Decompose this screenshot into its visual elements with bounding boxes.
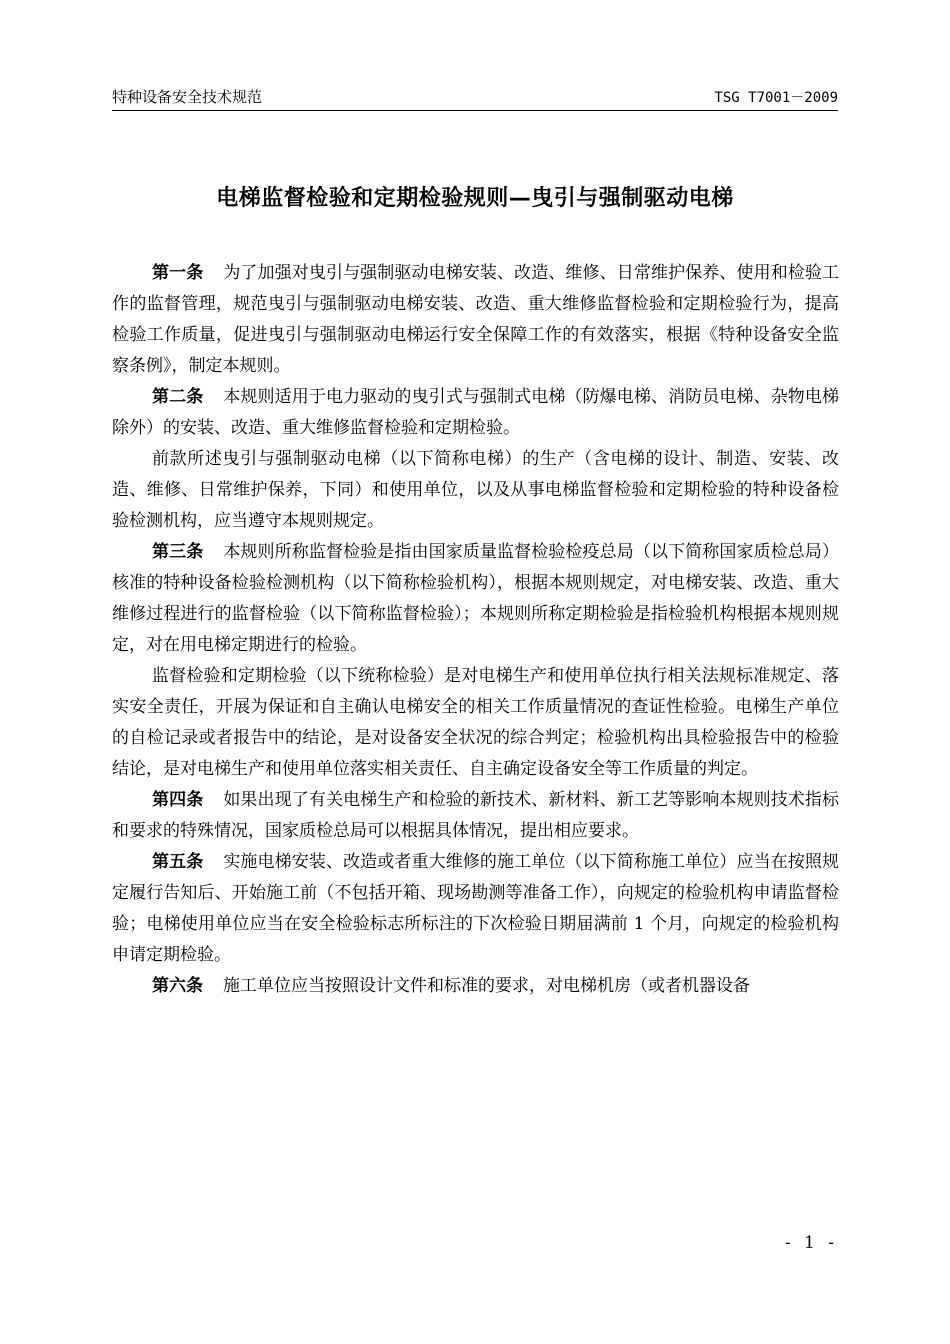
article-number: 第五条 [152, 852, 204, 872]
paragraph [112, 661, 839, 785]
paragraph [112, 258, 839, 382]
article-number: 第一条 [152, 263, 204, 283]
paragraph-text: 本规则所称监督检验是指由国家质量监督检验检疫总局（以下简称国家质检总局）核准的特种设备检验检测机构（以下简称检验机构），根据本规则规定，对电梯安装、改造、重大维修过程进行的监督检验（以下简称监督检验）；本规则所称定期检验是指检验机构根据本规则规定，对在用电梯定期进行的检验。 [112, 542, 840, 655]
paragraph [112, 847, 839, 971]
paragraph [112, 382, 839, 444]
article-number: 第三条 [152, 542, 204, 562]
paragraph-text: 如果出现了有关电梯生产和检验的新技术、新材料、新工艺等影响本规则技术指标和要求的特殊情况，国家质检总局可以根据具体情况，提出相应要求。 [112, 790, 840, 841]
article-number: 第四条 [152, 790, 204, 810]
paragraph [112, 537, 839, 661]
document-title: 电梯监督检验和定期检验规则—曳引与强制驱动电梯 [216, 186, 734, 211]
header-spec-code: TSG T7001－2009 [714, 90, 838, 106]
paragraph [112, 971, 839, 1002]
paragraph-text: 实施电梯安装、改造或者重大维修的施工单位（以下简称施工单位）应当在按照规定履行告知后、开始施工前（不包括开箱、现场勘测等准备工作），向规定的检验机构申请监督检验；电梯使用单位应当在安全检验标志所标注的下次检验日期届满前 1 个月，向规定的检验机构申请定期检验。 [112, 852, 840, 965]
header-spec-category: 特种设备安全技术规范 [112, 88, 263, 106]
paragraph [112, 444, 839, 537]
running-header [112, 88, 838, 111]
paragraph-text: 监督检验和定期检验（以下统称检验）是对电梯生产和使用单位执行相关法规标准规定、落实安全责任，开展为保证和自主确认电梯安全的相关工作质量情况的查证性检验。电梯生产单位的自检记录或者报告中的结论，是对设备安全状况的综合判定；检验机构出具检验报告中的检验结论，是对电梯生产和使用单位落实相关责任、自主确定设备安全等工作质量的判定。 [112, 666, 839, 779]
paragraph-text: 施工单位应当按照设计文件和标准的要求，对电梯机房（或者机器设备 [223, 976, 750, 996]
article-number: 第六条 [152, 976, 203, 996]
paragraph [112, 785, 839, 847]
paragraph-text: 前款所述曳引与强制驱动电梯（以下简称电梯）的生产（含电梯的设计、制造、安装、改造、维修、日常维护保养，下同）和使用单位，以及从事电梯监督检验和定期检验的特种设备检验检测机构，应当遵守本规则规定。 [112, 449, 839, 531]
paragraph-text: 本规则适用于电力驱动的曳引式与强制式电梯（防爆电梯、消防员电梯、杂物电梯除外）的安装、改造、重大维修监督检验和定期检验。 [112, 387, 840, 438]
document-body [112, 258, 839, 1002]
article-number: 第二条 [152, 387, 204, 407]
page-number: - 1 - [784, 1233, 838, 1253]
paragraph-text: 为了加强对曳引与强制驱动电梯安装、改造、维修、日常维护保养、使用和检验工作的监督管理，规范曳引与强制驱动电梯安装、改造、重大维修监督检验和定期检验行为，提高检验工作质量，促进曳引与强制驱动电梯运行安全保障工作的有效落实，根据《特种设备安全监察条例》，制定本规则。 [112, 263, 840, 376]
